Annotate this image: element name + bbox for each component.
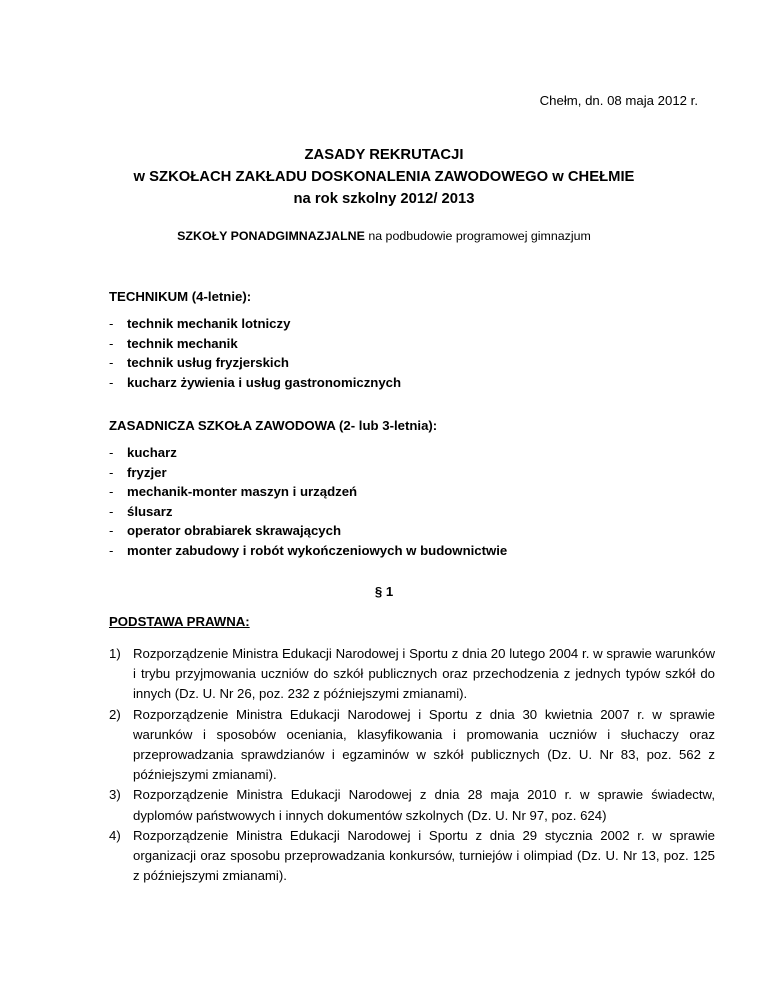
list-item: - kucharz [109,443,507,463]
legal-item [109,705,715,786]
list-item: - technik usług fryzjerskich [109,353,401,373]
legal-item-number: 1) [109,646,121,661]
legal-item-number: 2) [109,706,121,722]
legal-item-text: Rozporządzenie Ministra Edukacji Narodowej z dnia 28 maja 2010 r. w sprawie świadectw, dyplomów państwowych i innych dokumentów szkolnych (Dz. U. Nr 97, poz. 624) [133,787,715,823]
legal-item-text: Rozporządzenie Ministra Edukacji Narodowej i Sportu z dnia 30 kwietnia 2007 r. w sprawie warunków i sposobów oceniania, klasyfikowania i promowania uczniów i słuchaczy oraz przeprowadzania sprawdzianów i egzaminów w szkół publicznych (Dz. U. Nr 83, poz. 562 z późniejszymi zmianami). [133,706,715,783]
list-item: - kucharz żywienia i usług gastronomicznych [109,373,401,393]
zsz-heading: ZASADNICZA SZKOŁA ZAWODOWA (2- lub 3-letnia): [109,418,438,433]
subtitle-rest: na podbudowie programowej gimnazjum [364,229,591,243]
title-line-3: na rok szkolny 2012/ 2013 [293,191,475,207]
legal-basis-list [109,644,715,886]
legal-basis-heading: PODSTAWA PRAWNA: [109,614,250,629]
legal-item [109,785,715,825]
list-item: - ślusarz [109,502,507,522]
legal-item [109,826,715,887]
technikum-list [109,314,401,392]
list-item: - monter zabudowy i robót wykończeniowych w budownictwie [109,541,507,561]
legal-item-number: 4) [109,827,121,843]
list-item: - technik mechanik [109,334,401,354]
legal-item-text: Rozporządzenie Ministra Edukacji Narodowej i Sportu z dnia 20 lutego 2004 r. w sprawie warunków i trybu przyjmowania uczniów do szkół publicznych oraz przechodzenia z jednych typów szkół do innych (Dz. U. Nr 26, poz. 232 z późniejszymi zmianami). [133,646,715,702]
section-sign: § 1 [374,584,394,599]
title-line-2: w SZKOŁACH ZAKŁADU DOSKONALENIA ZAWODOWEGO w CHEŁMIE [133,169,635,185]
list-item: - operator obrabiarek skrawających [109,521,507,541]
technikum-heading: TECHNIKUM (4-letnie): [109,289,252,304]
list-item: - technik mechanik lotniczy [109,314,401,334]
list-item: - mechanik-monter maszyn i urządzeń [109,482,507,502]
legal-item-text: Rozporządzenie Ministra Edukacji Narodowej i Sportu z dnia 29 stycznia 2002 r. w sprawie organizacji oraz sposobu przeprowadzania konkursów, turniejów i olimpiad (Dz. U. Nr 13, poz. 125 z późniejszymi zmianami). [133,827,715,884]
document-date: Chełm, dn. 08 maja 2012 r. [539,93,698,108]
legal-item-number: 3) [109,787,121,803]
legal-item [109,644,715,705]
document-title [0,144,768,210]
list-item: - fryzjer [109,463,507,483]
title-line-1: ZASADY REKRUTACJI [304,147,464,163]
zsz-list [109,443,507,560]
document-subtitle [0,226,768,246]
subtitle-bold: SZKOŁY PONADGIMNAZJALNE [177,229,365,243]
